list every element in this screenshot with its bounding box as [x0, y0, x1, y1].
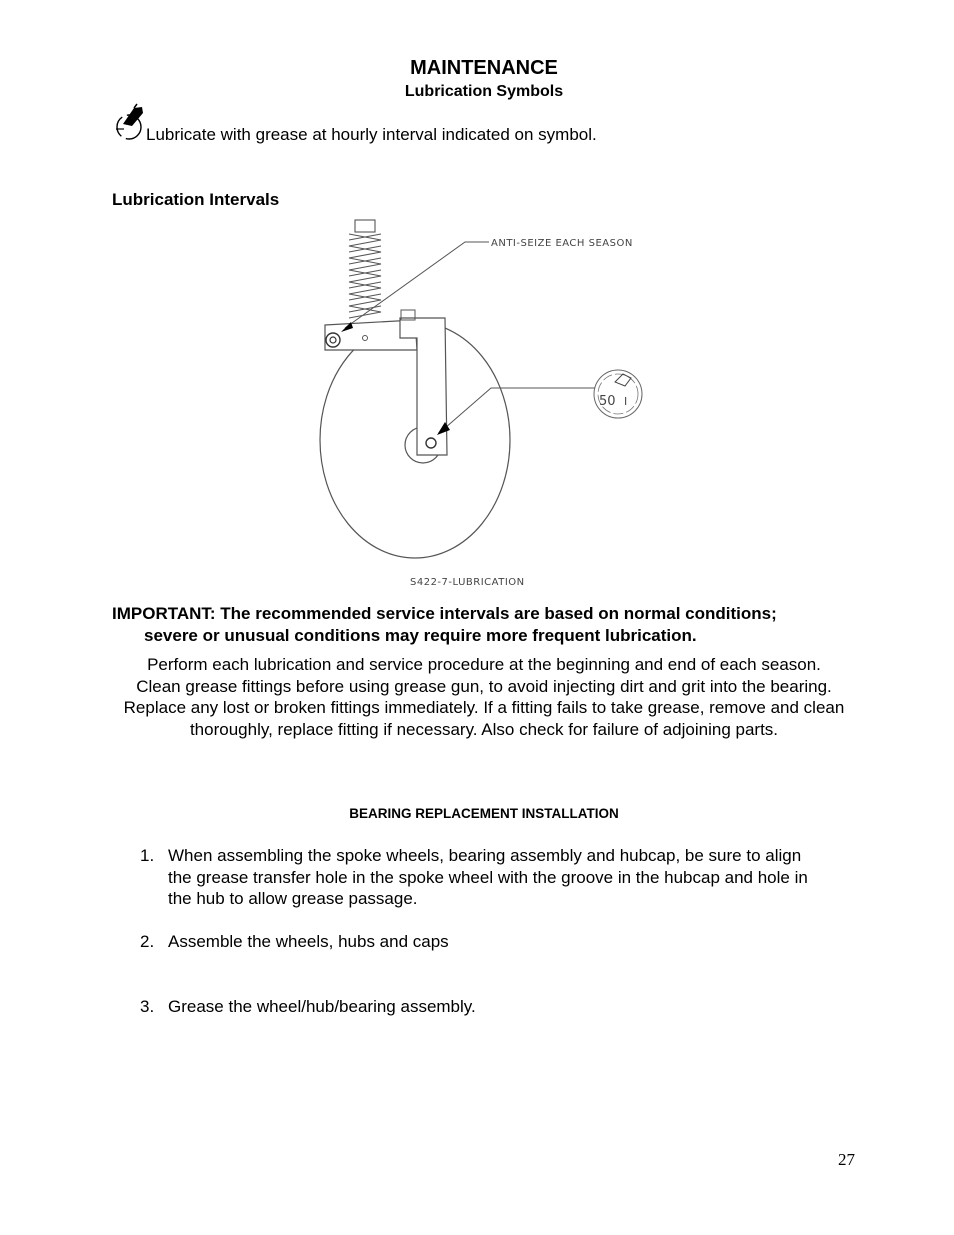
lubrication-diagram [305, 210, 665, 595]
bearing-heading: BEARING REPLACEMENT INSTALLATION [349, 806, 619, 821]
svg-text:I: I [624, 395, 628, 408]
page-number: 27 [838, 1150, 855, 1169]
list-text: When assembling the spoke wheels, bearing assembly and hubcap, be sure to align the grease transfer hole in the spoke wheel with the groove in the hubcap and hole in the hub to allow grease passage. [168, 846, 808, 909]
interval-hours: 50 [599, 394, 616, 409]
important-line-1: IMPORTANT: The recommended service intervals are based on normal conditions; [112, 604, 777, 623]
list-number: 3. [140, 997, 155, 1016]
lube-symbol-icon [594, 370, 642, 418]
symbol-description: Lubricate with grease at hourly interval indicated on symbol. [146, 125, 597, 144]
diagram-caption: S422-7-LUBRICATION [410, 577, 525, 588]
intervals-heading: Lubrication Intervals [112, 190, 280, 209]
bracket [400, 318, 447, 455]
list-number: 1. [140, 846, 155, 865]
grease-gun-icon [112, 102, 148, 142]
list-text: Assemble the wheels, hubs and caps [168, 932, 449, 951]
page-title: MAINTENANCE [410, 57, 558, 79]
section-subtitle: Lubrication Symbols [404, 83, 564, 100]
paragraph-2: Clean grease fittings before using grease gun, to avoid injecting dirt and grit into the bearing. Replace any lost or broken fittings immediately. If a fitting fails to take grease, remove and clean thoroughly, replace fitting if necessary. Also check for failure of adjoining parts. [123, 676, 845, 739]
list-number: 2. [140, 932, 155, 951]
disc-wheel [320, 322, 510, 558]
callout-label: ANTI-SEIZE EACH SEASON [491, 238, 633, 249]
important-line-2: severe or unusual conditions may require more frequent lubrication. [144, 626, 697, 645]
list-text: Grease the wheel/hub/bearing assembly. [168, 997, 476, 1016]
important-note [112, 603, 872, 647]
spring [349, 220, 381, 318]
paragraph-1: Perform each lubrication and service procedure at the beginning and end of each season. [147, 655, 821, 674]
service-paragraph [112, 654, 856, 740]
